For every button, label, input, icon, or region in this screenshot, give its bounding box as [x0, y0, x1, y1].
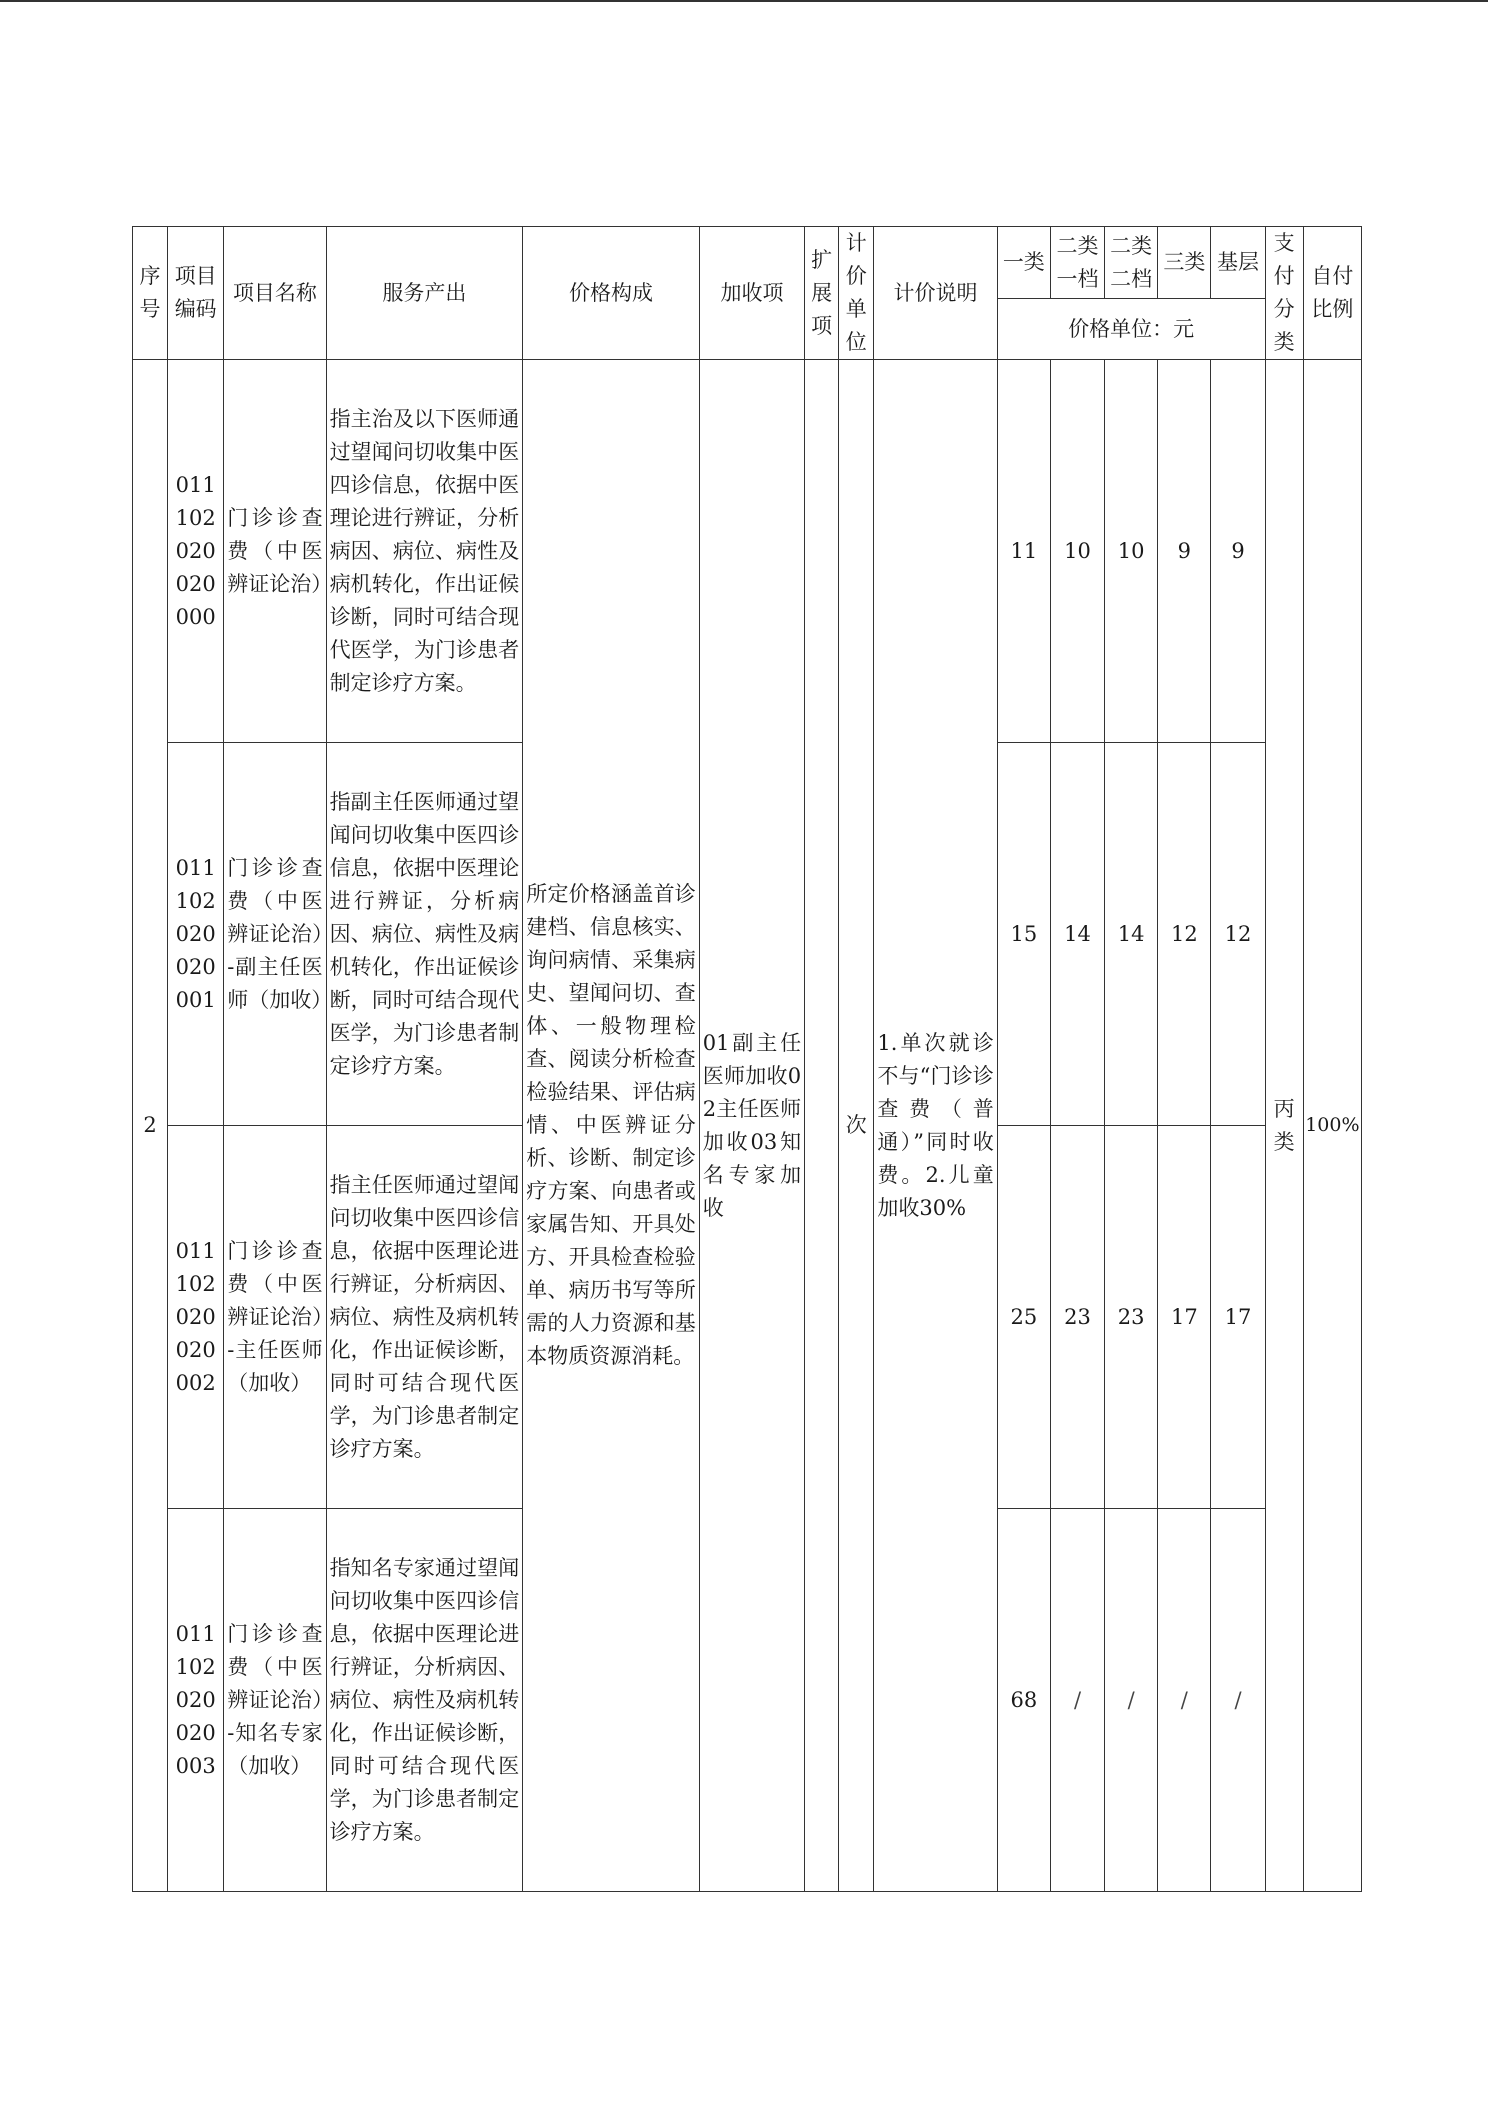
cell-service: 指主任医师通过望闻问切收集中医四诊信息，依据中医理论进行辨证，分析病因、病位、病性及病机转化，作出证候诊断，同时可结合现代医学，为门诊患者制定诊疗方案。 [326, 1126, 523, 1509]
price-tier3: 17 [1158, 1126, 1211, 1509]
header-extension: 扩展项 [805, 227, 839, 360]
cell-seq: 2 [133, 360, 168, 1892]
header-basic: 基层 [1211, 227, 1265, 299]
price-tier2b: 23 [1105, 1126, 1158, 1509]
cell-code: 011102020020001 [168, 743, 224, 1126]
cell-service: 指副主任医师通过望闻问切收集中医四诊信息，依据中医理论进行辨证，分析病因、病位、病性及病机转化，作出证候诊断，同时可结合现代医学，为门诊患者制定诊疗方案。 [326, 743, 523, 1126]
cell-name: 门诊诊查费（中医辨证论治）-副主任医师（加收） [224, 743, 326, 1126]
header-row [133, 227, 1362, 299]
price-tier2b: 10 [1105, 360, 1158, 743]
cell-notes: 1.单次就诊不与“门诊诊查费（普通）”同时收费。2.儿童加收30% [874, 360, 997, 1892]
cell-self-pay: 100% [1303, 360, 1361, 1892]
price-basic: 9 [1211, 360, 1265, 743]
price-basic: / [1211, 1509, 1265, 1892]
price-tier2a: 23 [1050, 1126, 1104, 1509]
price-basic: 17 [1211, 1126, 1265, 1509]
price-tier1: 68 [997, 1509, 1050, 1892]
header-service: 服务产出 [326, 227, 523, 360]
price-tier1: 11 [997, 360, 1050, 743]
header-payment: 支付分类 [1265, 227, 1303, 360]
header-tier2b: 二类二档 [1105, 227, 1158, 299]
cell-code: 011102020020002 [168, 1126, 224, 1509]
price-tier2a: / [1050, 1509, 1104, 1892]
header-self-pay: 自付比例 [1303, 227, 1361, 360]
cell-service: 指知名专家通过望闻问切收集中医四诊信息，依据中医理论进行辨证，分析病因、病位、病性及病机转化，作出证候诊断，同时可结合现代医学，为门诊患者制定诊疗方案。 [326, 1509, 523, 1892]
price-basic: 12 [1211, 743, 1265, 1126]
header-unit: 计价单位 [839, 227, 874, 360]
price-tier3: 12 [1158, 743, 1211, 1126]
price-tier2a: 10 [1050, 360, 1104, 743]
price-tier1: 25 [997, 1126, 1050, 1509]
price-tier3: 9 [1158, 360, 1211, 743]
header-name: 项目名称 [224, 227, 326, 360]
cell-name: 门诊诊查费（中医辨证论治）-主任医师（加收） [224, 1126, 326, 1509]
cell-surcharge: 01副主任医师加收02主任医师加收03知名专家加收 [699, 360, 804, 1892]
cell-extension [805, 360, 839, 1892]
price-tier2a: 14 [1050, 743, 1104, 1126]
cell-service: 指主治及以下医师通过望闻问切收集中医四诊信息，依据中医理论进行辨证，分析病因、病位、病性及病机转化，作出证候诊断，同时可结合现代医学，为门诊患者制定诊疗方案。 [326, 360, 523, 743]
page-top-border [0, 0, 1488, 2]
price-tier3: / [1158, 1509, 1211, 1892]
cell-name: 门诊诊查费（中医辨证论治） [224, 360, 326, 743]
header-seq: 序号 [133, 227, 168, 360]
price-tier2b: 14 [1105, 743, 1158, 1126]
header-tier3: 三类 [1158, 227, 1211, 299]
header-code: 项目编码 [168, 227, 224, 360]
cell-payment: 丙类 [1265, 360, 1303, 1892]
cell-composition: 所定价格涵盖首诊建档、信息核实、询问病情、采集病史、望闻问切、查体、一般物理检查、阅读分析检查检验结果、评估病情、中医辨证分析、诊断、制定诊疗方案、向患者或家属告知、开具处方、开具检查检验单、病历书写等所需的人力资源和基本物质资源消耗。 [523, 360, 700, 1892]
header-tier2a: 二类一档 [1050, 227, 1104, 299]
header-composition: 价格构成 [523, 227, 700, 360]
fee-table [132, 226, 1362, 1892]
cell-code: 011102020020003 [168, 1509, 224, 1892]
header-tier1: 一类 [997, 227, 1050, 299]
cell-code: 011102020020000 [168, 360, 224, 743]
cell-unit: 次 [839, 360, 874, 1892]
price-tier2b: / [1105, 1509, 1158, 1892]
cell-name: 门诊诊查费（中医辨证论治）-知名专家（加收） [224, 1509, 326, 1892]
table-row [133, 360, 1362, 743]
header-surcharge: 加收项 [699, 227, 804, 360]
price-tier1: 15 [997, 743, 1050, 1126]
header-notes: 计价说明 [874, 227, 997, 360]
header-price-unit: 价格单位：元 [997, 299, 1265, 360]
